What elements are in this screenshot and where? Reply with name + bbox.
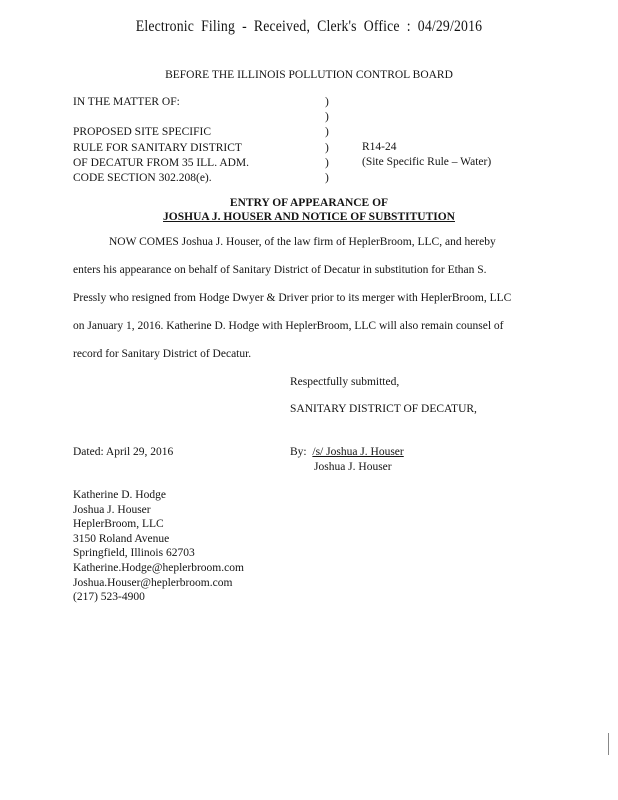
- contact-phone: (217) 523-4900: [73, 591, 145, 604]
- party-name: SANITARY DISTRICT OF DECATUR,: [290, 403, 477, 415]
- caption-line: OF DECATUR FROM 35 ILL. ADM.: [73, 156, 250, 169]
- caption-line: [73, 110, 249, 125]
- caption-parens: [325, 95, 329, 186]
- paren: ): [325, 126, 329, 139]
- paren: ): [325, 141, 329, 154]
- paren: ): [325, 172, 329, 185]
- paren: ): [325, 96, 329, 108]
- heading-line-2: JOSHUA J. HOUSER AND NOTICE OF SUBSTITUTION: [163, 211, 455, 223]
- caption-left: [73, 95, 249, 186]
- caption-line: PROPOSED SITE SPECIFIC: [73, 126, 212, 139]
- body-line: on January 1, 2016. Katherine D. Hodge with HeplerBroom, LLC will also remain counsel of: [73, 320, 504, 332]
- document-heading: [0, 196, 618, 224]
- contact-block: [73, 488, 244, 605]
- heading-line-1: ENTRY OF APPEARANCE OF: [229, 197, 389, 209]
- signature-line: [290, 446, 469, 458]
- contact-line: Springfield, Illinois 62703: [73, 547, 195, 560]
- caption-line: RULE FOR SANITARY DISTRICT: [73, 141, 242, 154]
- contact-line: Katherine D. Hodge: [73, 489, 166, 501]
- caption-line: IN THE MATTER OF:: [73, 96, 180, 108]
- caption-line: CODE SECTION 302.208(e).: [73, 172, 212, 185]
- contact-email: Katherine.Hodge@heplerbroom.com: [73, 561, 244, 574]
- by-label: By:: [290, 446, 307, 458]
- electronic-signature: /s/ Joshua J. Houser: [312, 446, 404, 458]
- docket-number: R14-24: [362, 141, 397, 153]
- body-line: enters his appearance on behalf of Sanitary District of Decatur in substitution for Ethan S.: [73, 264, 487, 276]
- body-line: Pressly who resigned from Hodge Dwyer & Driver prior to its merger with HeplerBroom, LLC: [73, 292, 512, 304]
- caption-right: [362, 140, 491, 170]
- contact-email: Joshua.Houser@heplerbroom.com: [73, 576, 233, 589]
- filing-stamp: Electronic Filing - Received, Clerk's Office : 04/29/2016: [135, 18, 483, 35]
- signer-name: Joshua J. Houser: [314, 461, 392, 473]
- paren: ): [325, 111, 329, 124]
- body-line: record for Sanitary District of Decatur.: [73, 348, 252, 360]
- dated-line: Dated: April 29, 2016: [73, 446, 174, 458]
- board-title: BEFORE THE ILLINOIS POLLUTION CONTROL BOARD: [165, 69, 453, 81]
- paren: ): [325, 156, 329, 169]
- contact-line: Joshua J. Houser: [73, 503, 151, 516]
- docket-type: (Site Specific Rule – Water): [362, 156, 492, 169]
- contact-line: HeplerBroom, LLC: [73, 518, 164, 531]
- body-line: NOW COMES Joshua J. Houser, of the law firm of HeplerBroom, LLC, and hereby: [109, 236, 496, 248]
- respectfully-submitted: Respectfully submitted,: [290, 376, 400, 388]
- scan-artifact: [608, 733, 609, 755]
- contact-line: 3150 Roland Avenue: [73, 532, 170, 545]
